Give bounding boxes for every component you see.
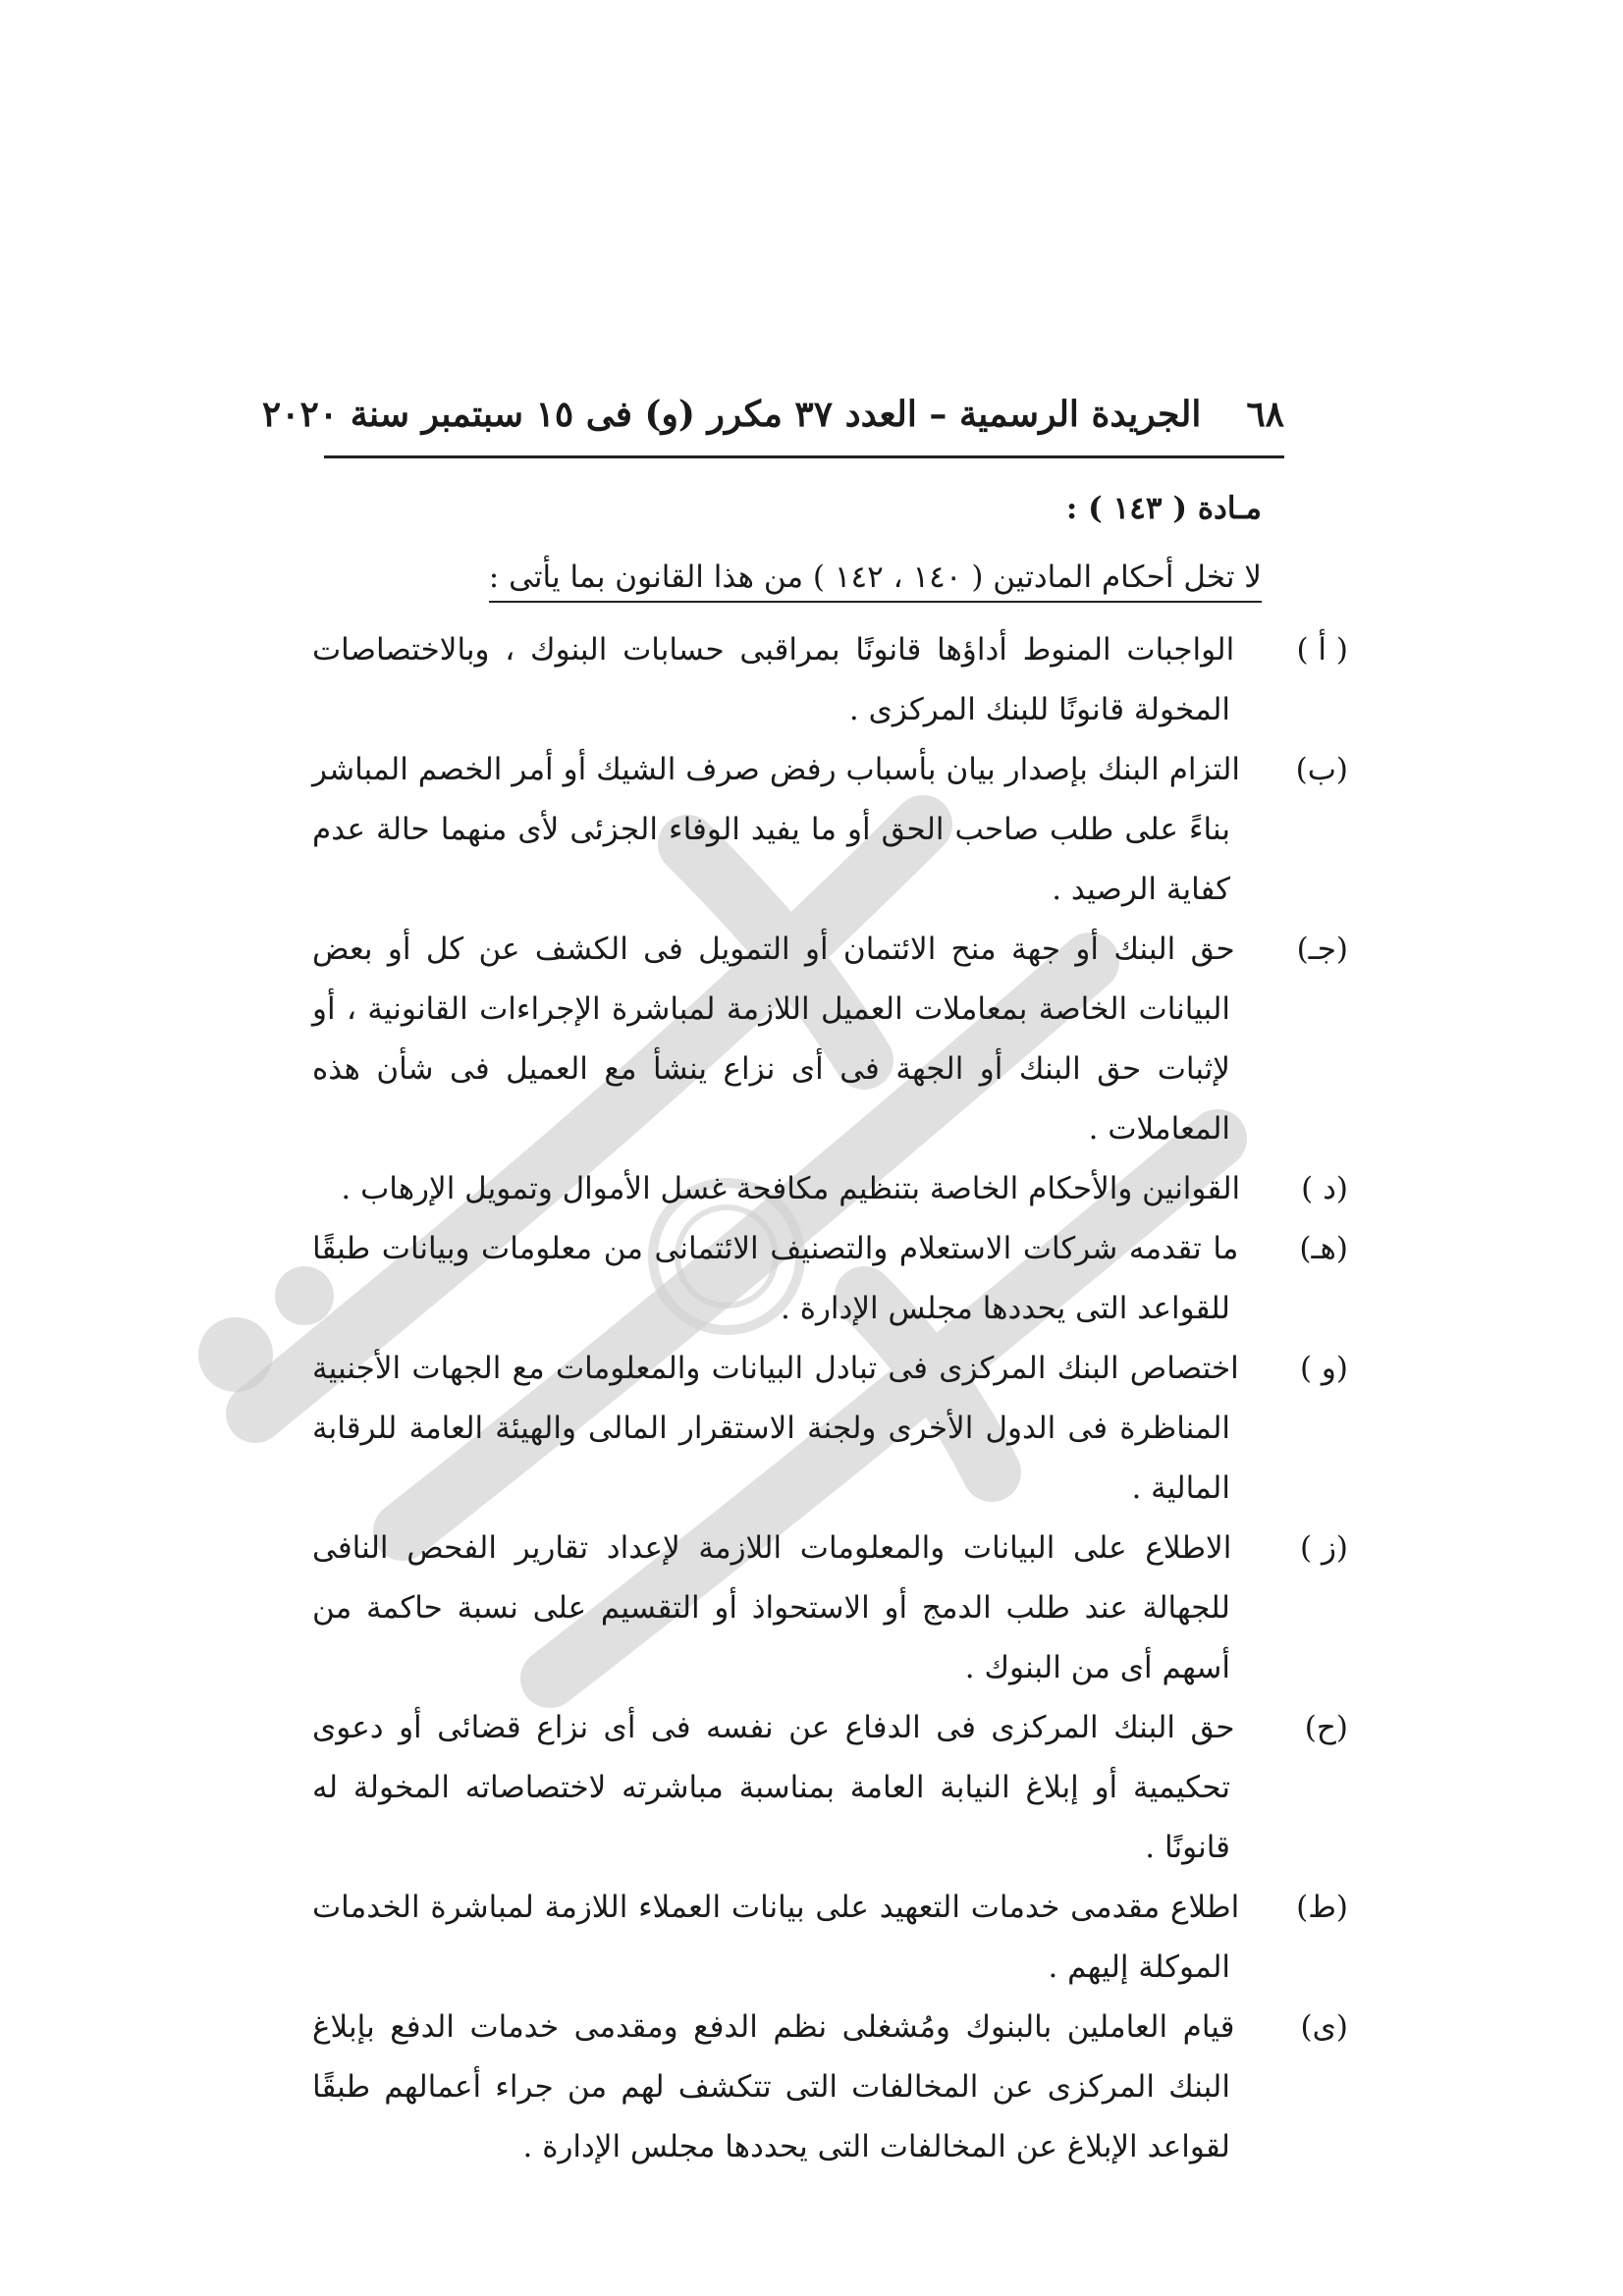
list-item	[312, 1998, 1348, 2177]
header-rule	[324, 455, 1284, 458]
list-item	[312, 1519, 1349, 1698]
article-intro: لا تخل أحكام المادتين ( ١٤٠ ، ١٤٢ ) من هذا القانون بما يأتى :	[489, 560, 1262, 603]
page-number: ٦٨	[1246, 394, 1284, 435]
list-item	[312, 1698, 1348, 1878]
item-text: التزام البنك بإصدار بيان بأسباب رفض صرف الشيك أو أمر الخصم المباشر بناءً على طلب صاحب الحق أو ما يفيد الوفاء الجزئى لأى منهما حالة عدم كفاية الرصيد .	[312, 752, 1241, 907]
list-item	[312, 620, 1348, 740]
item-mark: (ى)	[1300, 2009, 1348, 2045]
gazette-title: الجريدة الرسمية – العدد ٣٧ مكرر (و) فى ١٥ سبتمبر سنة ٢٠٢٠	[261, 394, 1202, 435]
item-text: اطلاع مقدمى خدمات التعهيد على بيانات العملاء اللازمة لمباشرة الخدمات الموكلة إليهم .	[312, 1890, 1240, 1985]
item-mark: (د )	[1301, 1171, 1348, 1206]
article-heading: مـادة ( ١٤٣ ) :	[1065, 491, 1262, 526]
item-text: حق البنك أو جهة منح الائتمان أو التمويل فى الكشف عن كل أو بعض البيانات الخاصة بمعاملات العميل اللازمة لمباشرة الإجراءات القانونية ، أو لإثبات حق البنك أو الجهة فى أى نزاع ينشأ مع العميل فى شأن هذه المعاملات .	[312, 932, 1235, 1147]
item-mark: (ب)	[1295, 752, 1348, 787]
item-text: الاطلاع على البيانات والمعلومات اللازمة لإعداد تقارير الفحص النافى للجهالة عند طلب الدمج أو الاستحواذ أو التقسيم على نسبة حاكمة من أسهم أى من البنوك .	[312, 1530, 1232, 1685]
list-item	[312, 740, 1348, 920]
item-mark: (و )	[1299, 1351, 1348, 1386]
item-text: اختصاص البنك المركزى فى تبادل البيانات والمعلومات مع الجهات الأجنبية المناظرة فى الدول الأخرى ولجنة الاستقرار المالى والهيئة العامة للرقابة المالية .	[312, 1351, 1239, 1506]
list-item	[312, 1339, 1348, 1519]
item-text: ما تقدمه شركات الاستعلام والتصنيف الائتمانى من معلومات وبيانات طبقًا للقواعد التى يحددها مجلس الإدارة .	[312, 1231, 1239, 1326]
list-item	[312, 1219, 1348, 1339]
list-item	[312, 1878, 1348, 1998]
item-text: القوانين والأحكام الخاصة بتنظيم مكافحة غسل الأموال وتمويل الإرهاب .	[341, 1171, 1241, 1206]
item-mark: (هـ)	[1299, 1231, 1348, 1266]
item-mark: (جـ)	[1296, 932, 1348, 967]
item-mark: (ز )	[1300, 1530, 1349, 1566]
list-item	[312, 1159, 1348, 1219]
item-mark: (ح)	[1304, 1710, 1348, 1745]
article-items	[312, 620, 1349, 2177]
item-text: قيام العاملين بالبنوك ومُشغلى نظم الدفع ومقدمى خدمات الدفع بإبلاغ البنك المركزى عن المخالفات التى تتكشف لهم من جراء أعمالهم طبقًا لقواعد الإبلاغ عن المخالفات التى يحددها مجلس الإدارة .	[312, 2009, 1235, 2164]
item-mark: (ط)	[1296, 1890, 1348, 1925]
item-mark: ( أ )	[1296, 632, 1348, 667]
item-text: الواجبات المنوط أداؤها قانونًا بمراقبى حسابات البنوك ، وبالاختصاصات المخولة قانونًا للبنك المركزى .	[312, 632, 1235, 727]
list-item	[312, 920, 1348, 1159]
page-header	[261, 385, 1284, 444]
item-text: حق البنك المركزى فى الدفاع عن نفسه فى أى نزاع قضائى أو دعوى تحكيمية أو إبلاغ النيابة العامة بمناسبة مباشرته لاختصاصاته المخولة له قانونًا .	[312, 1710, 1235, 1865]
